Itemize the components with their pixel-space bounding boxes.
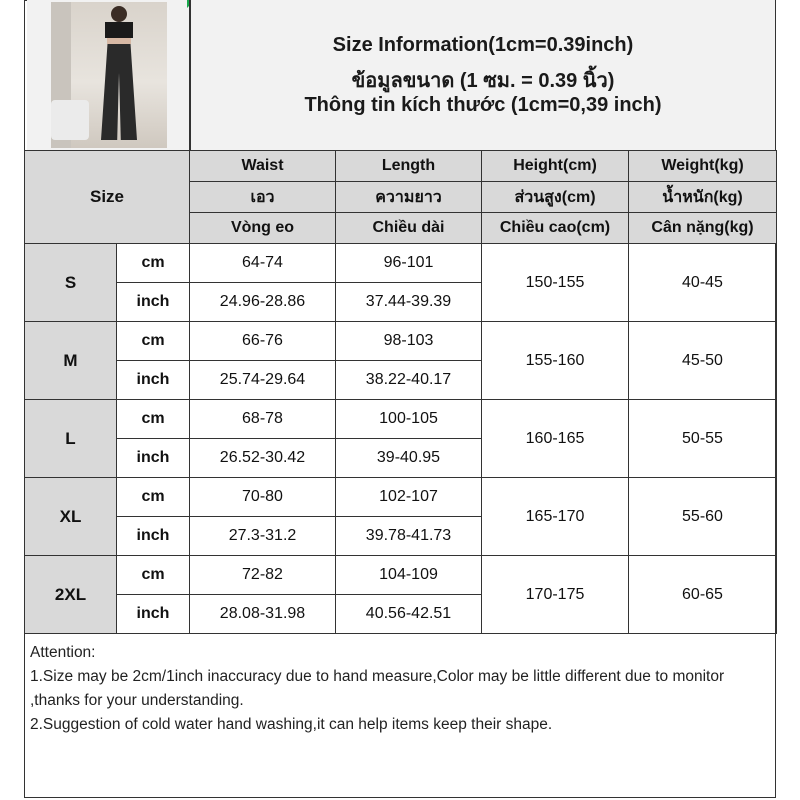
attention-notes [30, 641, 772, 737]
size-header: Size [25, 151, 190, 244]
title-banner [190, 0, 775, 150]
size-label: 2XL [25, 556, 117, 634]
col-length-en: Length [336, 151, 482, 182]
length-inch: 40.56-42.51 [336, 595, 482, 634]
height-value: 165-170 [482, 478, 629, 556]
size-label: L [25, 400, 117, 478]
unit-label: inch [117, 283, 190, 322]
col-waist-th: เอว [190, 182, 336, 213]
weight-value: 60-65 [629, 556, 777, 634]
height-value: 170-175 [482, 556, 629, 634]
header-row-en [25, 151, 777, 182]
height-value: 160-165 [482, 400, 629, 478]
col-waist-en: Waist [190, 151, 336, 182]
unit-label: inch [117, 361, 190, 400]
height-value: 150-155 [482, 244, 629, 322]
size-label: M [25, 322, 117, 400]
title-english: Size Information(1cm=0.39inch) [332, 34, 634, 56]
length-inch: 37.44-39.39 [336, 283, 482, 322]
col-height-en: Height(cm) [482, 151, 629, 182]
col-weight-vi: Cân nặng(kg) [629, 213, 777, 244]
length-cm: 96-101 [336, 244, 482, 283]
unit-label: cm [117, 244, 190, 283]
unit-label: cm [117, 478, 190, 517]
col-waist-vi: Vòng eo [190, 213, 336, 244]
unit-label: inch [117, 595, 190, 634]
col-weight-th: น้ำหนัก(kg) [629, 182, 777, 213]
waist-inch: 27.3-31.2 [190, 517, 336, 556]
weight-value: 50-55 [629, 400, 777, 478]
unit-label: cm [117, 322, 190, 361]
unit-label: cm [117, 400, 190, 439]
col-length-th: ความยาว [336, 182, 482, 213]
weight-value: 45-50 [629, 322, 777, 400]
unit-label: inch [117, 439, 190, 478]
length-cm: 102-107 [336, 478, 482, 517]
size-table [24, 150, 777, 634]
waist-inch: 26.52-30.42 [190, 439, 336, 478]
waist-inch: 25.74-29.64 [190, 361, 336, 400]
waist-cm: 64-74 [190, 244, 336, 283]
length-inch: 39-40.95 [336, 439, 482, 478]
col-length-vi: Chiều dài [336, 213, 482, 244]
length-cm: 98-103 [336, 322, 482, 361]
length-cm: 100-105 [336, 400, 482, 439]
title-vietnamese: Thông tin kích thước (1cm=0,39 inch) [304, 94, 662, 116]
col-weight-en: Weight(kg) [629, 151, 777, 182]
unit-label: cm [117, 556, 190, 595]
model-image [51, 2, 167, 148]
weight-value: 40-45 [629, 244, 777, 322]
waist-cm: 66-76 [190, 322, 336, 361]
waist-cm: 70-80 [190, 478, 336, 517]
waist-inch: 24.96-28.86 [190, 283, 336, 322]
table-row [25, 322, 777, 361]
attention-note-2: 2.Suggestion of cold water hand washing,it can help items keep their shape. [30, 716, 553, 733]
attention-note-1: 1.Size may be 2cm/1inch inaccuracy due to hand measure,Color may be little different due to monitor ,thanks for your understanding. [30, 668, 725, 709]
length-inch: 38.22-40.17 [336, 361, 482, 400]
col-height-th: ส่วนสูง(cm) [482, 182, 629, 213]
length-inch: 39.78-41.73 [336, 517, 482, 556]
col-height-vi: Chiều cao(cm) [482, 213, 629, 244]
weight-value: 55-60 [629, 478, 777, 556]
table-row [25, 400, 777, 439]
waist-cm: 72-82 [190, 556, 336, 595]
attention-heading: Attention: [30, 644, 96, 661]
waist-cm: 68-78 [190, 400, 336, 439]
size-label: XL [25, 478, 117, 556]
title-thai: ข้อมูลขนาด (1 ซม. = 0.39 นิ้ว) [351, 70, 615, 92]
waist-inch: 28.08-31.98 [190, 595, 336, 634]
table-row [25, 556, 777, 595]
unit-label: inch [117, 517, 190, 556]
length-cm: 104-109 [336, 556, 482, 595]
table-row [25, 244, 777, 283]
table-row [25, 478, 777, 517]
product-photo [27, 0, 190, 150]
height-value: 155-160 [482, 322, 629, 400]
size-label: S [25, 244, 117, 322]
